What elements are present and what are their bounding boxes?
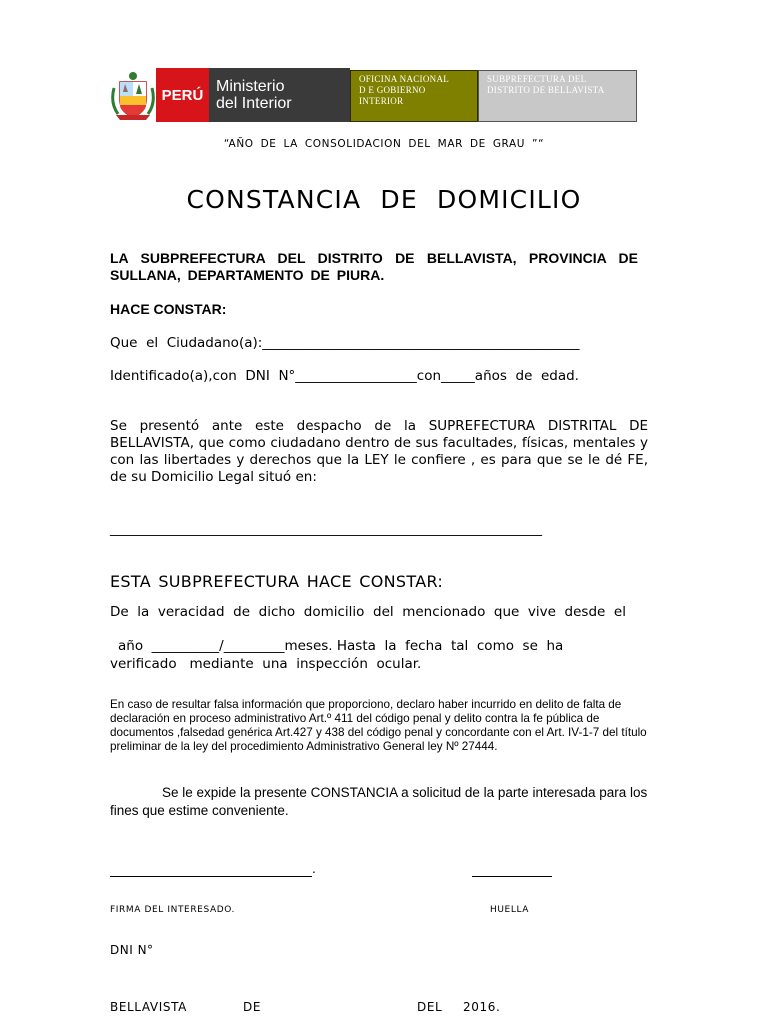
huella-label: HUELLA: [490, 905, 530, 915]
subprefectura-line-2: DISTRITO DE BELLAVISTA: [487, 85, 605, 95]
verificado-line: verificado mediante una inspección ocular.: [110, 656, 422, 672]
ciudadano-line: Que el Ciudadano(a):_______________________________________________: [110, 335, 580, 351]
document-title: CONSTANCIA DE DOMICILIO: [186, 185, 582, 214]
footer-de: DE: [243, 1000, 262, 1014]
peru-label: PERÚ: [156, 68, 209, 122]
expide-text: Se le expide la presente CONSTANCIA a solicitud de la parte interesada para los fines que estime conveniente.: [110, 785, 648, 818]
address-line: ________________________________________________________________: [110, 521, 542, 537]
dni-age-line: Identificado(a),con DNI N°__________________con_____años de edad.: [110, 368, 579, 384]
onagi-box: [350, 70, 478, 122]
firma-label: FIRMA DEL INTERESADO.: [110, 905, 236, 915]
document-header: [110, 68, 637, 122]
veracidad-line: De la veracidad de dicho domicilio del mencionado que vive desde el: [110, 604, 626, 620]
falsa-informacion-paragraph: En caso de resultar falsa información que proporciono, declaro haber incurrido en delito de falta de declaración en proceso administrativo Art.º 411 del código penal y delito contra la fe pública de documentos ,falsedad genérica Art.427 y 438 del código penal y concordante con el Art. IV-1-7 del título preliminar de la ley del procedimiento Administrativo General ley Nº 27444.: [110, 698, 647, 753]
onagi-line-3: INTERIOR: [359, 96, 404, 106]
expide-paragraph: [110, 784, 660, 820]
subprefectura-box: [478, 70, 637, 122]
hace-constar-heading: HACE CONSTAR:: [110, 301, 227, 317]
peru-coat-of-arms-icon: [110, 68, 156, 122]
ministerio-line-1: Ministerio: [216, 78, 285, 95]
ministerio-del-interior-logo: [209, 68, 350, 122]
year-motto: “AÑO DE LA CONSOLIDACION DEL MAR DE GRAU ”“: [223, 138, 545, 150]
esta-subprefectura-heading: ESTA SUBPREFECTURA HACE CONSTAR:: [110, 572, 444, 591]
footer-bellavista: BELLAVISTA: [110, 1000, 187, 1014]
firma-period: .: [312, 862, 316, 876]
ministerio-line-2: del Interior: [216, 95, 292, 112]
onagi-line-2: D E GOBIERNO: [359, 85, 426, 95]
firma-signature-line: [110, 876, 312, 877]
intro-paragraph: LA SUBPREFECTURA DEL DISTRITO DE BELLAVISTA, PROVINCIA DE SULLANA, DEPARTAMENTO DE PIURA.: [110, 250, 638, 283]
huella-signature-line: [472, 876, 552, 877]
subprefectura-line-1: SUBPREFECTURA DEL: [487, 74, 587, 84]
anio-meses-line: año __________/_________meses. Hasta la fecha tal como se ha: [118, 638, 564, 654]
footer-year: 2016.: [463, 1000, 501, 1014]
onagi-line-1: OFICINA NACIONAL: [359, 74, 450, 84]
footer-del: DEL: [417, 1000, 443, 1014]
presento-paragraph: Se presentó ante este despacho de la SUPREFECTURA DISTRITAL DE BELLAVISTA, que como ciudadano dentro de sus facultades, físicas, mentales y con las libertades y derechos que la LEY le confiere , es para que se le dé FE, de su Domicilio Legal situó en:: [110, 418, 648, 485]
dni-label: DNI N°: [110, 943, 154, 957]
